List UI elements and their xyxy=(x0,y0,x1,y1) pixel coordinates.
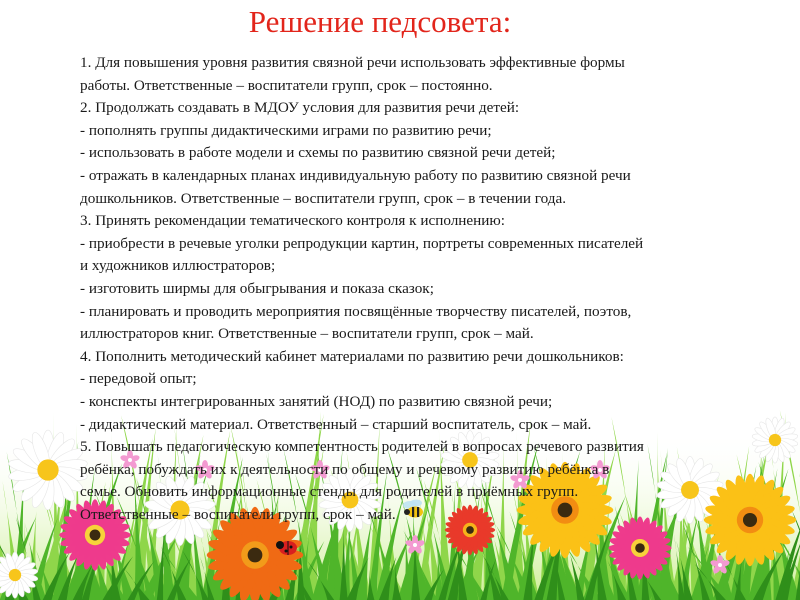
text-line: - пополнять группы дидактическими играми по развитию речи; xyxy=(80,121,492,139)
text-line: - конспекты интегрированных занятий (НОД) по развитию связной речи; xyxy=(80,392,553,410)
text-line: - приобрести в речевые уголки репродукции картин, портреты современных писателей xyxy=(80,234,644,252)
text-line: - передовой опыт; xyxy=(80,370,197,388)
text-line: - использовать в работе модели и схемы по развитию связной речи детей; xyxy=(80,144,556,162)
text-line: 1. Для повышения уровня развития связной речи использовать эффективные формы xyxy=(80,54,625,71)
text-line: - отражать в календарных планах индивидуальную работу по развитию связной речи xyxy=(80,166,631,184)
text-line: - изготовить ширмы для обыгрывания и показа сказок; xyxy=(80,279,434,297)
slide-title: Решение педсовета: xyxy=(248,4,512,39)
text-line: 3. Принять рекомендации тематического контроля к исполнению: xyxy=(80,212,505,230)
decision-text xyxy=(80,52,760,526)
text-line: 4. Пополнить методический кабинет материалами по развитию речи дошкольников: xyxy=(80,347,624,365)
text-line: иллюстраторов книг. Ответственные – воспитатели групп, срок – май. xyxy=(80,325,534,343)
text-line: 2. Продолжать создавать в МДОУ условия для развития речи детей: xyxy=(80,99,520,117)
text-line: и художников иллюстраторов; xyxy=(80,257,276,275)
text-line: работы. Ответственные – воспитатели групп, срок – постоянно. xyxy=(80,76,493,94)
text-line: - планировать и проводить мероприятия посвящённые творчеству писателей, поэтов, xyxy=(80,302,632,320)
text-line: ребёнка, побуждать их к деятельности по общему и речевому развитию ребёнка в xyxy=(80,460,610,478)
text-line: дошкольников. Ответственные – воспитатели групп, срок – в течении года. xyxy=(80,189,567,207)
text-line: Ответственные – воспитатели групп, срок – май. xyxy=(80,505,396,523)
text-line: 5. Повышать педагогическую компетентность родителей в вопросах речевого развития xyxy=(80,438,644,456)
text-line: - дидактический материал. Ответственный – старший воспитатель, срок – май. xyxy=(80,415,592,433)
text-line: семье. Обновить информационные стенды для родителей в приёмных групп. xyxy=(80,483,579,501)
